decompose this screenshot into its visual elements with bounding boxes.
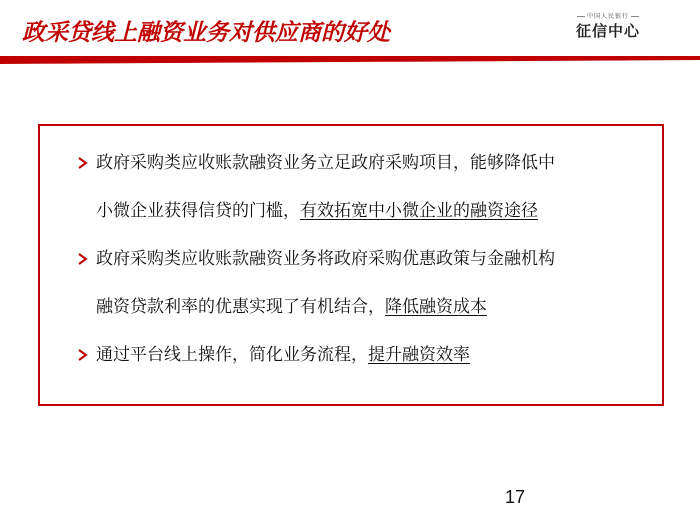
list-item-continuation	[74, 294, 654, 342]
logo-top-text: 中国人民银行	[570, 13, 646, 21]
list-item-continuation	[74, 198, 654, 246]
list-item	[74, 246, 654, 294]
bullet-emphasis: 有效拓宽中小微企业的融资途径	[300, 201, 538, 221]
bullet-emphasis: 降低融资成本	[385, 297, 487, 317]
page-number: 17	[504, 487, 526, 507]
list-item	[74, 342, 654, 390]
credit-center-logo	[570, 13, 646, 47]
list-item	[74, 150, 654, 198]
bullet-text: 政府采购类应收账款融资业务将政府采购优惠政策与金融机构	[96, 249, 555, 269]
bullet-text: 小微企业获得信贷的门槛，	[96, 201, 300, 221]
bullet-emphasis: 提升融资效率	[368, 345, 470, 365]
chevron-right-icon	[76, 248, 90, 270]
bullet-text: 通过平台线上操作，简化业务流程，	[96, 345, 368, 365]
slide-title: 政采贷线上融资业务对供应商的好处	[22, 20, 390, 46]
chevron-right-icon	[76, 344, 90, 366]
header-divider	[0, 56, 700, 64]
chevron-right-icon	[76, 152, 90, 174]
bullet-list	[74, 150, 654, 390]
bullet-text: 政府采购类应收账款融资业务立足政府采购项目，能够降低中	[96, 153, 555, 173]
logo-main-text: 征信中心	[575, 22, 640, 40]
bullet-text: 融资贷款利率的优惠实现了有机结合，	[96, 297, 385, 317]
